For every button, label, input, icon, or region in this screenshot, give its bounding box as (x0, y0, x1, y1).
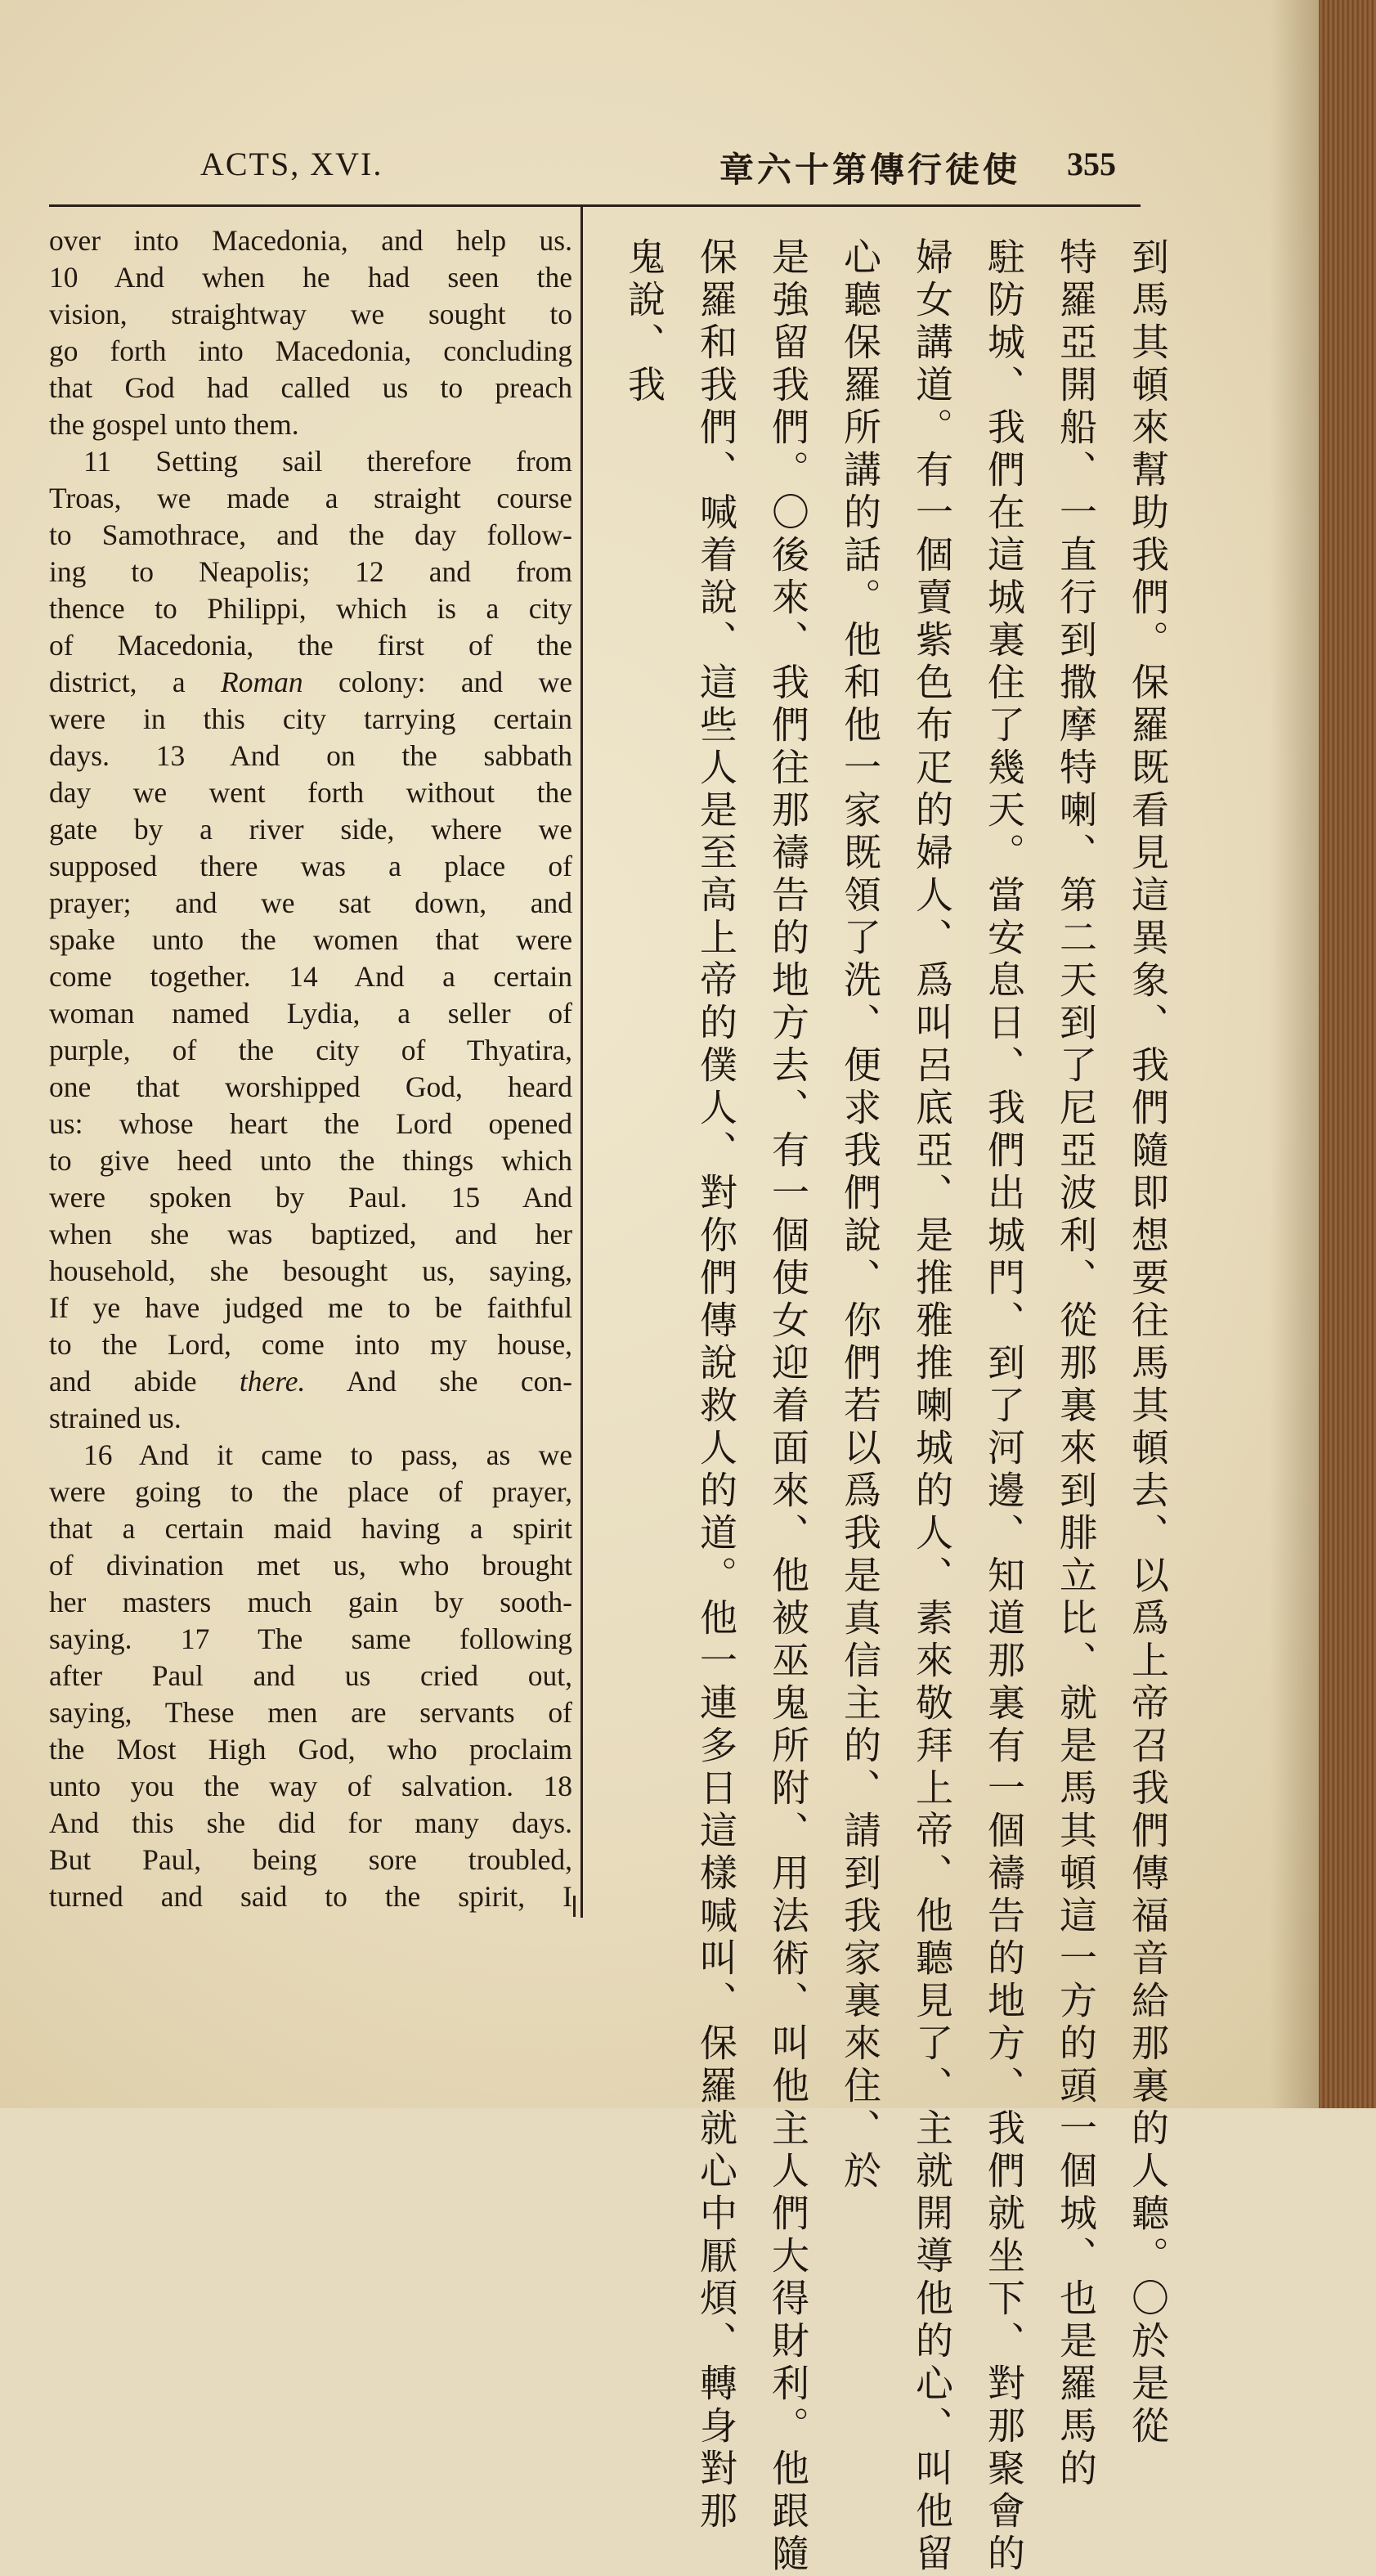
english-line: turned and said to the spirit, I (49, 1880, 572, 1913)
english-line: 16 And it came to pass, as we (83, 1438, 572, 1471)
english-line: were in this city tarrying certain (49, 702, 572, 735)
english-line: us: whose heart the Lord opened (49, 1107, 572, 1140)
chinese-column: 駐防城、我們在這城裏住了幾天。當安息日、我們出城門、到了河邊、知道那裏有一個禱告的地方、我們就坐下、對那聚會的 (982, 237, 1026, 2576)
english-line: ing to Neapolis; 12 and from (49, 555, 572, 588)
english-line: of Macedonia, the first of the (49, 629, 572, 662)
english-line: that God had called us to preach (49, 371, 572, 404)
english-line: that a certain maid having a spirit (49, 1512, 572, 1545)
chinese-text-column (593, 237, 1177, 2576)
english-line: after Paul and us cried out, (49, 1659, 572, 1692)
english-line: thence to Philippi, which is a city (49, 592, 572, 625)
english-line: saying. 17 The same following (49, 1622, 572, 1655)
english-line: when she was baptized, and her (49, 1218, 572, 1250)
english-line: and abide there. And she con- (49, 1365, 572, 1398)
chinese-column: 特羅亞開船、一直行到撒摩特喇、第二天到了尼亞波利、從那裏來到腓立比、就是馬其頓這一方的頭一個城、也是羅馬的 (1054, 237, 1098, 2491)
english-line: were going to the place of prayer, (49, 1475, 572, 1508)
english-line: of divination met us, who brought (49, 1549, 572, 1582)
english-line: Troas, we made a straight course (49, 482, 572, 514)
running-header (49, 135, 1136, 200)
english-line: 10 And when he had seen the (49, 261, 572, 294)
chinese-column: 心聽保羅所講的話。他和他一家既領了洗、便求我們說、你們若以爲我是真信主的、請到我家裏來住、於 (838, 237, 882, 2193)
english-line: district, a Roman colony: and we (49, 666, 572, 698)
english-line: woman named Lydia, a seller of (49, 997, 572, 1030)
english-line: household, she besought us, saying, (49, 1254, 572, 1287)
english-line: days. 13 And on the sabbath (49, 739, 572, 772)
page-number: 355 (1067, 146, 1116, 182)
header-book-chapter: ACTS, XVI. (200, 146, 383, 182)
english-line: to give heed unto the things which (49, 1144, 572, 1177)
english-line: purple, of the city of Thyatira, (49, 1034, 572, 1066)
chinese-column: 鬼說、我 (622, 237, 666, 407)
header-chinese-title: 章六十第傳行徒使 (719, 150, 1021, 190)
english-line: to Samothrace, and the day follow- (49, 518, 572, 551)
english-line: go forth into Macedonia, concluding (49, 334, 572, 367)
page-edges (1319, 0, 1376, 2108)
english-line: over into Macedonia, and help us. (49, 224, 572, 257)
english-line: one that worshipped God, heard (49, 1070, 572, 1103)
header-rule (49, 204, 1141, 207)
column-divider-end-mark (573, 1896, 576, 1917)
english-line: come together. 14 And a certain (49, 960, 572, 993)
english-line: saying, These men are servants of (49, 1696, 572, 1729)
english-line: her masters much gain by sooth- (49, 1586, 572, 1618)
english-line: 11 Setting sail therefore from (83, 445, 572, 478)
english-line: gate by a river side, where we (49, 813, 572, 846)
chinese-column: 婦女講道。有一個賣紫色布疋的婦人、爲叫呂底亞、是推雅推喇城的人、素來敬拜上帝、他聽見了、主就開導他的心、叫他留 (910, 237, 954, 2576)
english-line: day we went forth without the (49, 776, 572, 809)
english-line: the Most High God, who proclaim (49, 1733, 572, 1766)
english-text-column (49, 222, 572, 1915)
english-line: the gospel unto them. (49, 408, 299, 441)
english-line: were spoken by Paul. 15 And (49, 1181, 572, 1214)
english-line: spake unto the women that were (49, 923, 572, 956)
chinese-column: 到馬其頓來幫助我們。保羅既看見這異象、我們隨即想要往馬其頓去、以爲上帝召我們傳福音給那裏的人聽。〇於是從 (1126, 237, 1170, 2448)
chinese-column: 保羅和我們、喊着說、這些人是至高上帝的僕人、對你們傳說救人的道。他一連多日這樣喊叫、保羅就心中厭煩、轉身對那 (694, 237, 738, 2533)
english-line: And this she did for many days. (49, 1806, 572, 1839)
column-divider (580, 204, 583, 1918)
english-line: But Paul, being sore troubled, (49, 1843, 572, 1876)
english-line: supposed there was a place of (49, 850, 572, 882)
english-line: to the Lord, come into my house, (49, 1328, 572, 1361)
page-gutter-shadow (1270, 0, 1319, 2108)
english-line: strained us. (49, 1402, 182, 1434)
english-line: prayer; and we sat down, and (49, 886, 572, 919)
english-line: vision, straightway we sought to (49, 298, 572, 330)
english-line: If ye have judged me to be faithful (49, 1291, 572, 1324)
english-line: unto you the way of salvation. 18 (49, 1770, 572, 1802)
chinese-column: 是強留我們。〇後來、我們往那禱告的地方去、有一個使女迎着面來、他被巫鬼所附、用法術、叫他主人們大得財利。他跟隨 (766, 237, 810, 2576)
